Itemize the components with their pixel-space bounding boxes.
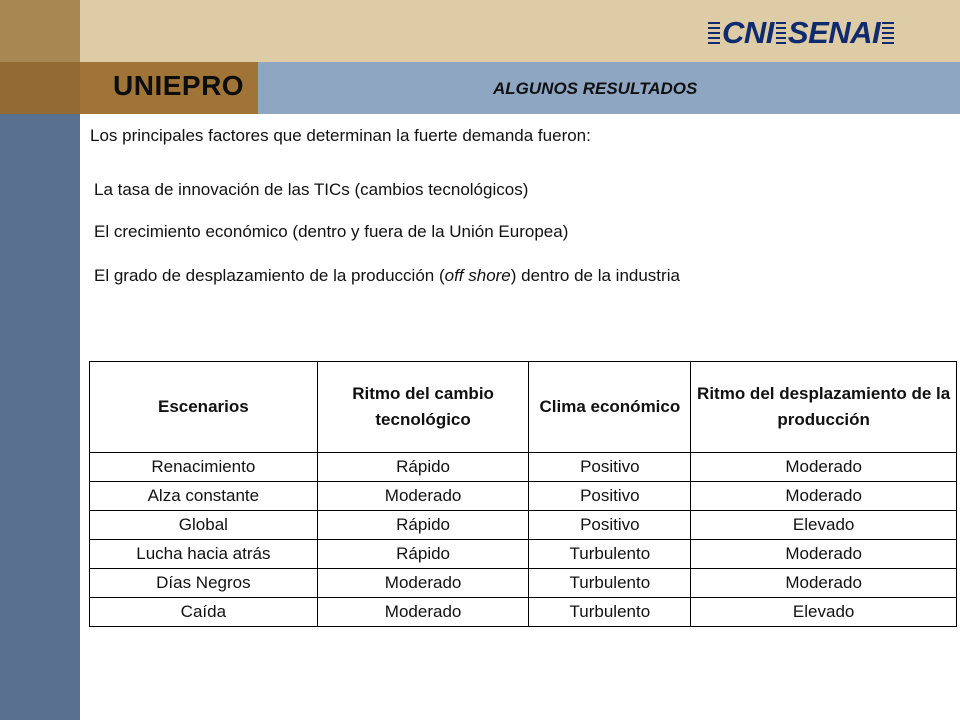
table-cell: Moderado bbox=[691, 453, 957, 482]
table-row bbox=[90, 482, 957, 511]
factor-italic-text: off shore bbox=[444, 266, 511, 285]
table-cell: Moderado bbox=[317, 569, 529, 598]
table-cell: Días Negros bbox=[90, 569, 318, 598]
factor-item: La tasa de innovación de las TICs (cambios tecnológicos) bbox=[94, 180, 529, 199]
table-header-row bbox=[90, 362, 957, 453]
logo-text-cni: CNI bbox=[722, 15, 774, 50]
column-header: Clima económico bbox=[529, 362, 691, 453]
factor-item: El crecimiento económico (dentro y fuera de la Unión Europea) bbox=[94, 222, 569, 241]
table-cell: Lucha hacia atrás bbox=[90, 540, 318, 569]
column-header: Ritmo del desplazamiento de la producción bbox=[691, 362, 957, 453]
table-cell: Elevado bbox=[691, 598, 957, 627]
cni-senai-logo bbox=[708, 16, 894, 50]
logo-stripes-icon bbox=[776, 22, 786, 44]
table-row bbox=[90, 540, 957, 569]
table-cell: Renacimiento bbox=[90, 453, 318, 482]
table-cell: Positivo bbox=[529, 482, 691, 511]
table-cell: Moderado bbox=[691, 482, 957, 511]
scenarios-table bbox=[89, 361, 957, 627]
logo-text-senai: SENAI bbox=[787, 15, 881, 50]
left-mid-block bbox=[0, 62, 80, 114]
table-cell: Turbulento bbox=[529, 598, 691, 627]
table-cell: Moderado bbox=[691, 569, 957, 598]
table-cell: Global bbox=[90, 511, 318, 540]
table-cell: Moderado bbox=[691, 540, 957, 569]
table-cell: Positivo bbox=[529, 453, 691, 482]
table-cell: Turbulento bbox=[529, 569, 691, 598]
table-row bbox=[90, 511, 957, 540]
table-cell: Positivo bbox=[529, 511, 691, 540]
table-cell: Caída bbox=[90, 598, 318, 627]
intro-text: Los principales factores que determinan la fuerte demanda fueron: bbox=[90, 126, 591, 145]
left-top-block bbox=[0, 0, 80, 62]
table-cell: Rápido bbox=[317, 453, 529, 482]
logo-stripes-icon bbox=[882, 22, 894, 44]
table-row bbox=[90, 569, 957, 598]
table-cell: Moderado bbox=[317, 482, 529, 511]
table-cell: Elevado bbox=[691, 511, 957, 540]
factor-text: ) dentro de la industria bbox=[510, 266, 680, 285]
column-header: Ritmo del cambio tecnológico bbox=[317, 362, 529, 453]
logo-stripes-icon bbox=[708, 22, 720, 44]
table-cell: Rápido bbox=[317, 540, 529, 569]
brand-title: UNIEPRO bbox=[113, 70, 245, 101]
factor-text: El grado de desplazamiento de la producción ( bbox=[94, 266, 445, 285]
section-title: ALGUNOS RESULTADOS bbox=[493, 79, 698, 98]
table-cell: Rápido bbox=[317, 511, 529, 540]
table-cell: Moderado bbox=[317, 598, 529, 627]
factor-item bbox=[94, 266, 680, 286]
table-cell: Turbulento bbox=[529, 540, 691, 569]
table-row bbox=[90, 598, 957, 627]
table-cell: Alza constante bbox=[90, 482, 318, 511]
table-row bbox=[90, 453, 957, 482]
column-header: Escenarios bbox=[90, 362, 318, 453]
